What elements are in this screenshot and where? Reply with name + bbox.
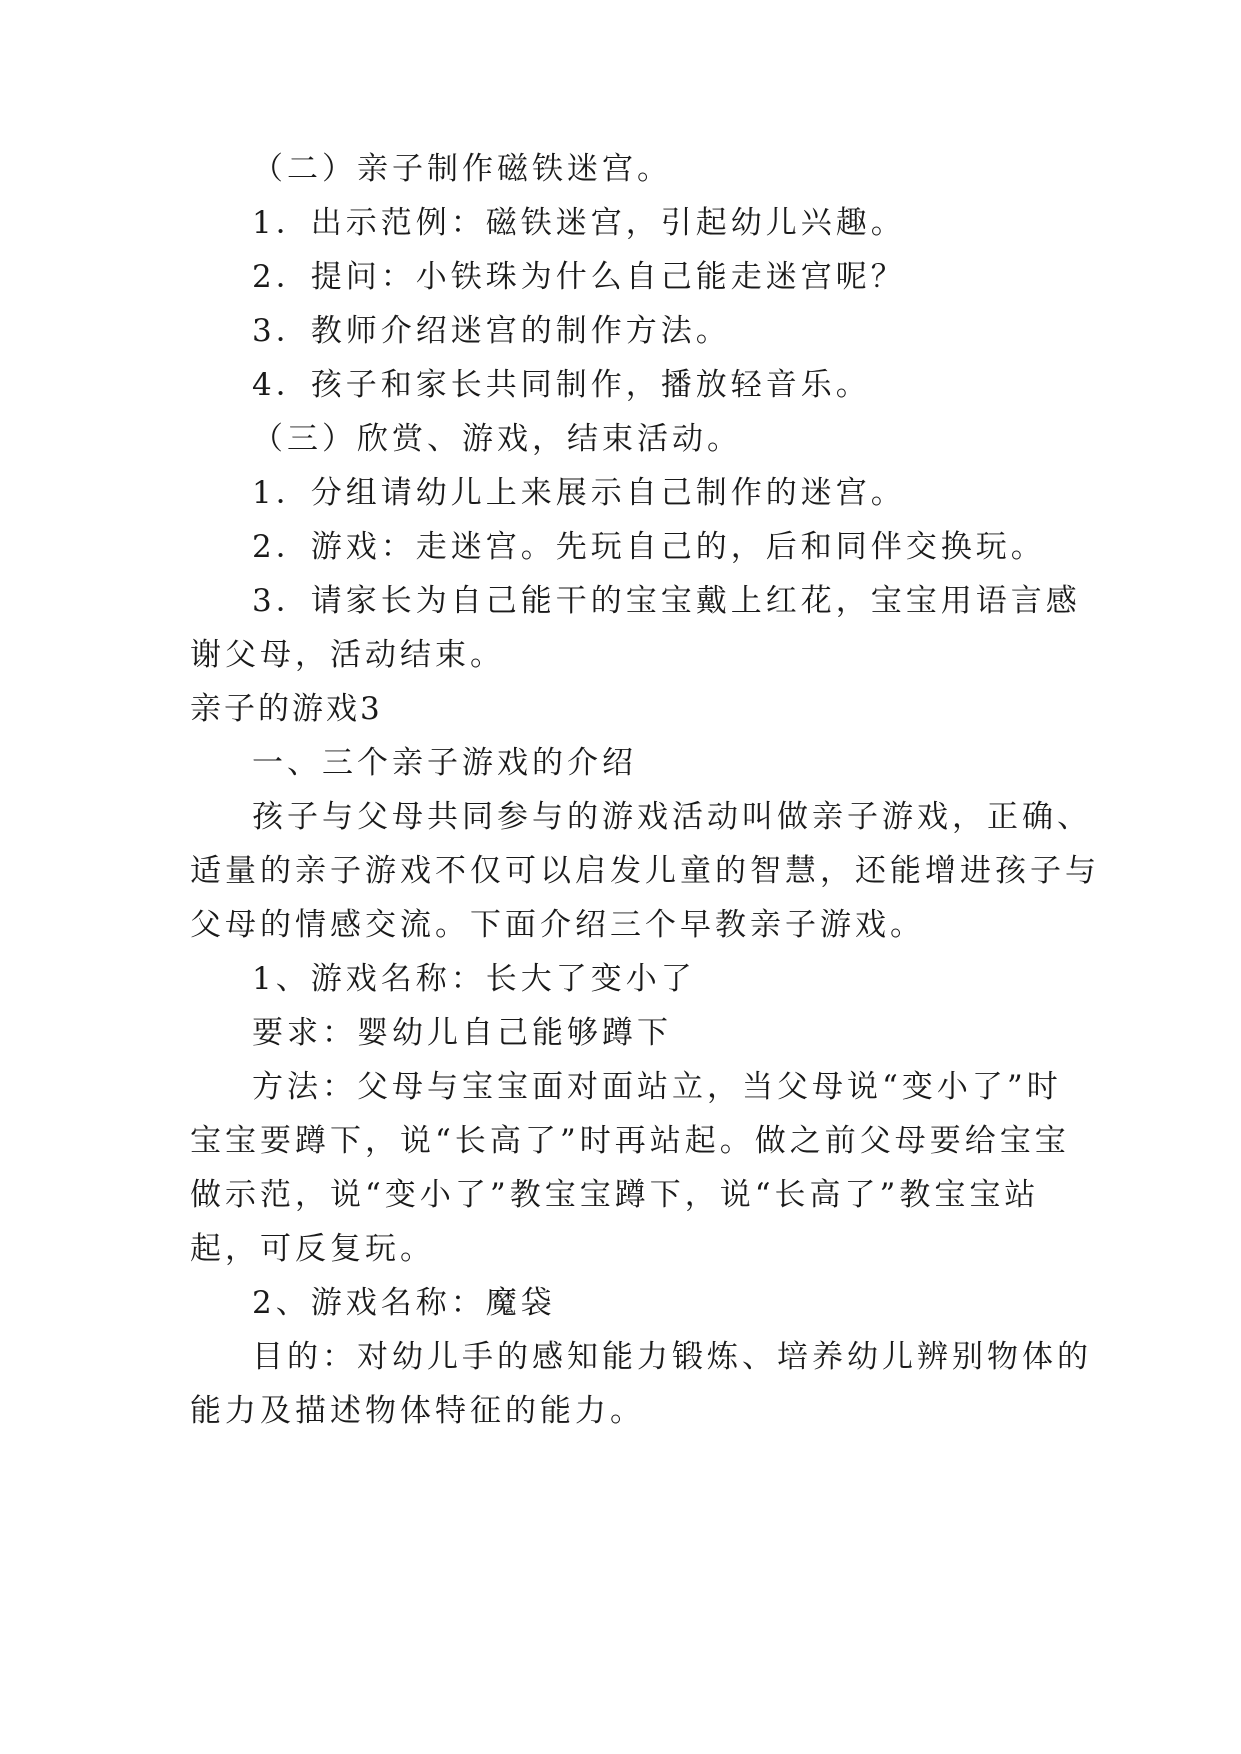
paragraph-line: 目的：对幼儿手的感知能力锻炼、培养幼儿辨别物体的 — [252, 1339, 1092, 1375]
list-item: 2．提问：小铁珠为什么自己能走迷宫呢？ — [252, 259, 906, 295]
paragraph-line: 做示范，说“变小了”教宝宝蹲下，说“长高了”教宝宝站 — [190, 1177, 1040, 1213]
game-title: 2、游戏名称：魔袋 — [252, 1285, 556, 1321]
paragraph-line: 孩子与父母共同参与的游戏活动叫做亲子游戏，正确、 — [252, 799, 1092, 835]
paragraph-continuation: 谢父母，活动结束。 — [190, 637, 505, 673]
list-item: 3．请家长为自己能干的宝宝戴上红花，宝宝用语言感 — [252, 583, 1081, 619]
game-requirement: 要求：婴幼儿自己能够蹲下 — [252, 1015, 672, 1051]
paragraph-line: 能力及描述物体特征的能力。 — [190, 1393, 645, 1429]
list-item: 1．分组请幼儿上来展示自己制作的迷宫。 — [252, 475, 906, 511]
paragraph-line: 父母的情感交流。下面介绍三个早教亲子游戏。 — [190, 907, 925, 943]
game-title: 1、游戏名称：长大了变小了 — [252, 961, 696, 997]
paragraph-line: 方法：父母与宝宝面对面站立，当父母说“变小了”时 — [252, 1069, 1062, 1105]
list-item: 2．游戏：走迷宫。先玩自己的，后和同伴交换玩。 — [252, 529, 1046, 565]
section-heading-2: （二）亲子制作磁铁迷宫。 — [252, 151, 672, 187]
list-item: 4．孩子和家长共同制作，播放轻音乐。 — [252, 367, 871, 403]
subsection-heading: 一、三个亲子游戏的介绍 — [252, 745, 637, 781]
list-item: 3．教师介绍迷宫的制作方法。 — [252, 313, 731, 349]
list-item: 1．出示范例：磁铁迷宫，引起幼儿兴趣。 — [252, 205, 906, 241]
section-heading-3: （三）欣赏、游戏，结束活动。 — [252, 421, 742, 457]
paragraph-line: 起，可反复玩。 — [190, 1231, 435, 1267]
paragraph-line: 宝宝要蹲下，说“长高了”时再站起。做之前父母要给宝宝 — [190, 1123, 1070, 1159]
paragraph-line: 适量的亲子游戏不仅可以启发儿童的智慧，还能增进孩子与 — [190, 853, 1100, 889]
section-title: 亲子的游戏3 — [190, 691, 383, 727]
